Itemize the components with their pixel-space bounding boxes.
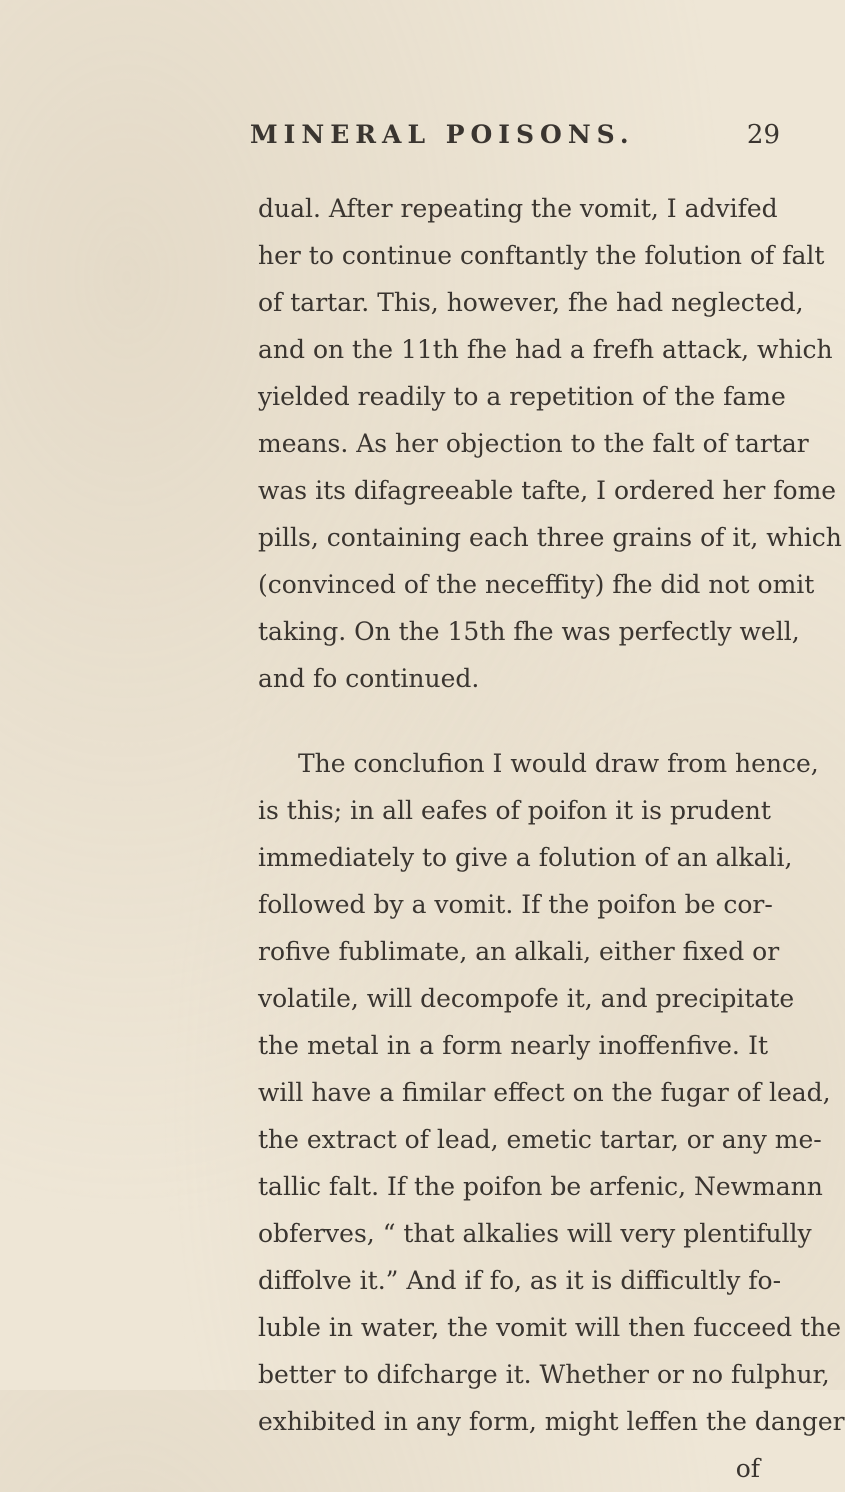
text-line: taking. On the 15th fhe was perfectly well,	[258, 617, 800, 646]
text-line: yielded readily to a repetition of the fame	[258, 382, 786, 411]
text-line: the extract of lead, emetic tartar, or any me-	[258, 1125, 822, 1154]
text-line: will have a fimilar effect on the fugar of lead,	[258, 1078, 831, 1107]
paragraph-gap	[258, 702, 768, 740]
text-line: means. As her objection to the falt of tartar	[258, 429, 809, 458]
text-line: immediately to give a folution of an alkali,	[258, 843, 793, 872]
text-line: her to continue conftantly the folution of falt	[258, 241, 825, 270]
text-line: and fo continued.	[258, 664, 480, 693]
text-line: is this; in all eafes of poifon it is prudent	[258, 796, 771, 825]
text-line: diffolve it.” And if fo, as it is difficultly fo-	[258, 1266, 782, 1295]
text-line: (convinced of the neceffity) fhe did not omit	[258, 570, 815, 599]
text-line: obferves, “ that alkalies will very plentifully	[258, 1219, 812, 1248]
text-line: exhibited in any form, might leffen the danger	[258, 1407, 845, 1436]
text-line: luble in water, the vomit will then fucceed the	[258, 1313, 842, 1342]
paragraph-1	[258, 185, 842, 702]
text-line: pills, containing each three grains of it, which	[258, 523, 842, 552]
catchword: of	[735, 1454, 760, 1483]
text-line: was its difagreeable tafte, I ordered her fome	[258, 476, 837, 505]
text-line: rofive fublimate, an alkali, either fixed or	[258, 937, 780, 966]
text-line: tallic falt. If the poifon be arfenic, Newmann	[258, 1172, 823, 1201]
page-number: 29	[746, 120, 780, 150]
text-line: better to difcharge it. Whether or no fulphur,	[258, 1360, 830, 1389]
text-line: dual. After repeating the vomit, I advifed	[258, 194, 778, 223]
text-line: of tartar. This, however, fhe had neglected,	[258, 288, 804, 317]
text-line: and on the 11th fhe had a frefh attack, which	[258, 335, 833, 364]
running-head	[250, 120, 780, 160]
body-text	[258, 185, 845, 1492]
text-line: The conclufion I would draw from hence,	[298, 749, 819, 778]
running-title: MINERAL POISONS.	[250, 120, 635, 149]
paragraph-2	[258, 740, 845, 1445]
text-line: volatile, will decompofe it, and precipitate	[258, 984, 795, 1013]
text-line: the metal in a form nearly inoffenfive. It	[258, 1031, 768, 1060]
text-line: followed by a vomit. If the poifon be cor-	[258, 890, 773, 919]
